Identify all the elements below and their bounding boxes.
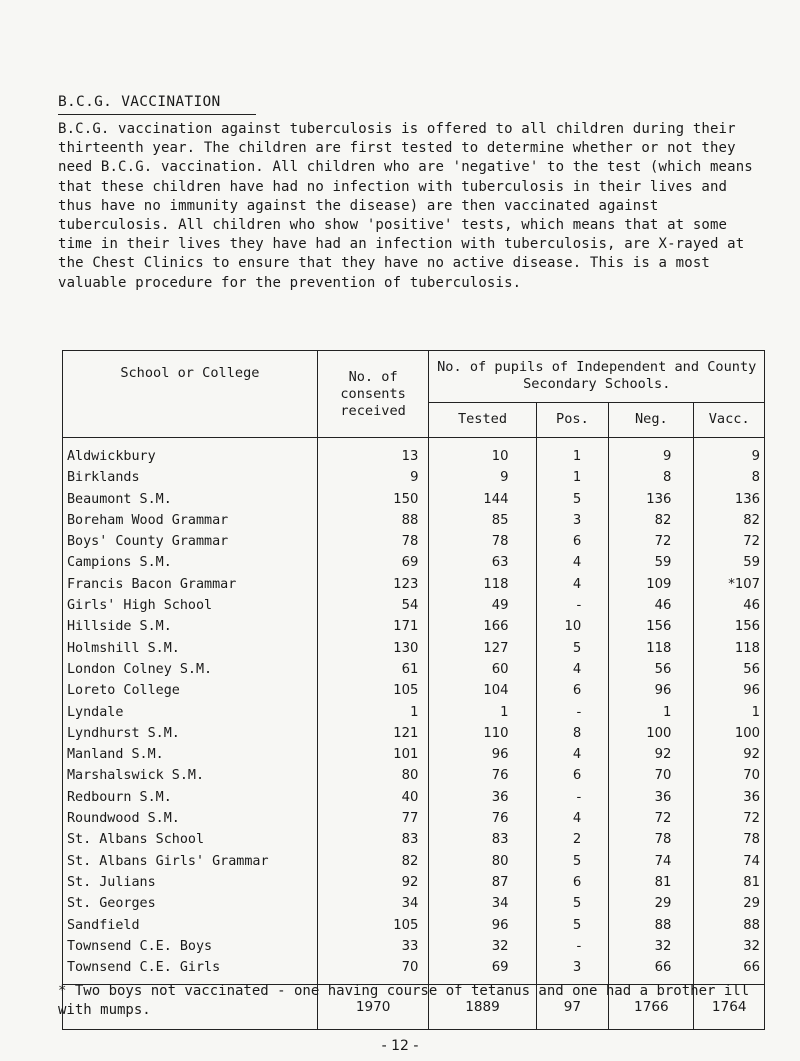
tested-count: 76 [429, 808, 536, 829]
total-tested: 1889 [429, 985, 536, 1030]
negative-count: 81 [609, 872, 694, 893]
total-pos: 97 [536, 985, 609, 1030]
positive-count: 5 [536, 638, 609, 659]
positive-count: 6 [536, 765, 609, 786]
positive-count: - [536, 595, 609, 616]
table-row [63, 595, 765, 616]
negative-count: 29 [609, 893, 694, 914]
negative-count: 66 [609, 957, 694, 985]
school-name: St. Georges [63, 893, 318, 914]
consents-count: 83 [317, 829, 429, 850]
table-row [63, 829, 765, 850]
tested-count: 10 [429, 438, 536, 468]
vaccinated-count: 156 [694, 616, 765, 637]
school-name: Manland S.M. [63, 744, 318, 765]
table-row [63, 765, 765, 786]
vaccinated-count: 96 [694, 680, 765, 701]
table-row [63, 723, 765, 744]
negative-count: 72 [609, 808, 694, 829]
tested-count: 60 [429, 659, 536, 680]
school-name: St. Albans Girls' Grammar [63, 851, 318, 872]
table-row [63, 531, 765, 552]
negative-count: 72 [609, 531, 694, 552]
school-name: St. Albans School [63, 829, 318, 850]
consents-count: 105 [317, 915, 429, 936]
consents-count: 105 [317, 680, 429, 701]
consents-count: 88 [317, 510, 429, 531]
tested-count: 78 [429, 531, 536, 552]
positive-count: 4 [536, 808, 609, 829]
vaccinated-count: 74 [694, 851, 765, 872]
tested-count: 166 [429, 616, 536, 637]
table-row [63, 510, 765, 531]
table-row [63, 744, 765, 765]
positive-count: 1 [536, 467, 609, 488]
tested-count: 96 [429, 744, 536, 765]
header-pos: Pos. [536, 402, 609, 437]
school-name: Beaumont S.M. [63, 489, 318, 510]
consents-count: 80 [317, 765, 429, 786]
table-row [63, 915, 765, 936]
intro-text: B.C.G. vaccination against tuberculosis is offered to all children during their thirteenth year. The children are first tested to determine whether or not they need B.C.G. vaccination. All children who are 'negative' to the test (which means that these children have had no infection with tuberculosis in their lives and thus have no immunity against the disease) are then vaccinated against tuberculosis. All children who show 'positive' tests, which means that at some time in their lives they have had an infection with tuberculosis, are X-rayed at the Chest Clinics to ensure that they have no active disease. This is a most valuable procedure for the prevention of tuberculosis. [58, 121, 753, 291]
tested-count: 1 [429, 702, 536, 723]
table-row [63, 893, 765, 914]
positive-count: 8 [536, 723, 609, 744]
school-name: London Colney S.M. [63, 659, 318, 680]
negative-count: 78 [609, 829, 694, 850]
table-row [63, 851, 765, 872]
table-row [63, 467, 765, 488]
header-school: School or College [63, 351, 318, 438]
vaccinated-count: 78 [694, 829, 765, 850]
school-name: Boys' County Grammar [63, 531, 318, 552]
negative-count: 88 [609, 915, 694, 936]
school-name: Lyndhurst S.M. [63, 723, 318, 744]
consents-count: 1 [317, 702, 429, 723]
school-name: Hillside S.M. [63, 616, 318, 637]
school-name: Lyndale [63, 702, 318, 723]
consents-count: 69 [317, 552, 429, 573]
table-row [63, 638, 765, 659]
school-name: Aldwickbury [63, 438, 318, 468]
header-tested: Tested [429, 402, 536, 437]
tested-count: 76 [429, 765, 536, 786]
positive-count: 10 [536, 616, 609, 637]
tested-count: 80 [429, 851, 536, 872]
consents-count: 61 [317, 659, 429, 680]
positive-count: 6 [536, 680, 609, 701]
school-name: Roundwood S.M. [63, 808, 318, 829]
negative-count: 56 [609, 659, 694, 680]
total-neg: 1766 [609, 985, 694, 1030]
consents-count: 92 [317, 872, 429, 893]
table-row [63, 574, 765, 595]
vaccinated-count: 32 [694, 936, 765, 957]
consents-count: 54 [317, 595, 429, 616]
school-name: Holmshill S.M. [63, 638, 318, 659]
consents-count: 82 [317, 851, 429, 872]
negative-count: 118 [609, 638, 694, 659]
positive-count: 2 [536, 829, 609, 850]
school-name: Girls' High School [63, 595, 318, 616]
vaccinated-count: 1 [694, 702, 765, 723]
positive-count: 1 [536, 438, 609, 468]
table-row [63, 702, 765, 723]
positive-count: 4 [536, 552, 609, 573]
table-row [63, 787, 765, 808]
negative-count: 8 [609, 467, 694, 488]
table-row [63, 936, 765, 957]
table-row [63, 552, 765, 573]
positive-count: 6 [536, 531, 609, 552]
tested-count: 144 [429, 489, 536, 510]
vaccination-table [62, 350, 765, 1030]
total-consents: 1970 [317, 985, 429, 1030]
negative-count: 32 [609, 936, 694, 957]
vaccinated-count: 9 [694, 438, 765, 468]
vaccinated-count: *107 [694, 574, 765, 595]
table-row [63, 872, 765, 893]
tested-count: 34 [429, 893, 536, 914]
table-row [63, 659, 765, 680]
total-vacc: 1764 [694, 985, 765, 1030]
header-neg: Neg. [609, 402, 694, 437]
consents-count: 101 [317, 744, 429, 765]
positive-count: 4 [536, 744, 609, 765]
negative-count: 100 [609, 723, 694, 744]
vaccinated-count: 100 [694, 723, 765, 744]
header-consents: No. of consents received [317, 351, 429, 438]
positive-count: 5 [536, 851, 609, 872]
consents-count: 33 [317, 936, 429, 957]
intro-paragraph [58, 120, 770, 293]
table-row [63, 680, 765, 701]
tested-count: 69 [429, 957, 536, 985]
section-heading: B.C.G. VACCINATION [58, 94, 221, 110]
school-name: Boreham Wood Grammar [63, 510, 318, 531]
negative-count: 74 [609, 851, 694, 872]
school-name: Francis Bacon Grammar [63, 574, 318, 595]
positive-count: 5 [536, 489, 609, 510]
tested-count: 87 [429, 872, 536, 893]
footnote [58, 982, 770, 1020]
tested-count: 63 [429, 552, 536, 573]
vaccinated-count: 46 [694, 595, 765, 616]
vaccinated-count: 82 [694, 510, 765, 531]
vaccinated-count: 56 [694, 659, 765, 680]
vaccinated-count: 72 [694, 531, 765, 552]
negative-count: 46 [609, 595, 694, 616]
negative-count: 59 [609, 552, 694, 573]
consents-count: 77 [317, 808, 429, 829]
tested-count: 104 [429, 680, 536, 701]
vaccinated-count: 88 [694, 915, 765, 936]
table-body [63, 438, 765, 985]
tested-count: 9 [429, 467, 536, 488]
school-name: Loreto College [63, 680, 318, 701]
negative-count: 70 [609, 765, 694, 786]
negative-count: 96 [609, 680, 694, 701]
positive-count: 6 [536, 872, 609, 893]
negative-count: 136 [609, 489, 694, 510]
header-vacc: Vacc. [694, 402, 765, 437]
school-name: Townsend C.E. Girls [63, 957, 318, 985]
vaccinated-count: 66 [694, 957, 765, 985]
consents-count: 9 [317, 467, 429, 488]
consents-count: 171 [317, 616, 429, 637]
school-name: Campions S.M. [63, 552, 318, 573]
school-name: Townsend C.E. Boys [63, 936, 318, 957]
positive-count: 3 [536, 510, 609, 531]
tested-count: 85 [429, 510, 536, 531]
consents-count: 123 [317, 574, 429, 595]
vaccinated-count: 59 [694, 552, 765, 573]
consents-count: 40 [317, 787, 429, 808]
vaccinated-count: 136 [694, 489, 765, 510]
vaccinated-count: 118 [694, 638, 765, 659]
heading-underline [58, 114, 256, 115]
tested-count: 36 [429, 787, 536, 808]
negative-count: 92 [609, 744, 694, 765]
table-row [63, 957, 765, 985]
header-pupils-group: No. of pupils of Independent and County Secondary Schools. [429, 351, 765, 403]
table-row [63, 438, 765, 468]
tested-count: 96 [429, 915, 536, 936]
vaccinated-count: 70 [694, 765, 765, 786]
table-row [63, 489, 765, 510]
consents-count: 150 [317, 489, 429, 510]
consents-count: 121 [317, 723, 429, 744]
table-row [63, 616, 765, 637]
vaccinated-count: 29 [694, 893, 765, 914]
positive-count: 3 [536, 957, 609, 985]
school-name: Redbourn S.M. [63, 787, 318, 808]
positive-count: 4 [536, 574, 609, 595]
vaccinated-count: 92 [694, 744, 765, 765]
school-name: Marshalswick S.M. [63, 765, 318, 786]
negative-count: 156 [609, 616, 694, 637]
negative-count: 1 [609, 702, 694, 723]
school-name: Birklands [63, 467, 318, 488]
tested-count: 49 [429, 595, 536, 616]
negative-count: 36 [609, 787, 694, 808]
consents-count: 78 [317, 531, 429, 552]
consents-count: 34 [317, 893, 429, 914]
footnote-text: * Two boys not vaccinated - one having course of tetanus and one had a brother ill with mumps. [58, 983, 750, 1018]
tested-count: 110 [429, 723, 536, 744]
tested-count: 127 [429, 638, 536, 659]
vaccinated-count: 81 [694, 872, 765, 893]
positive-count: 5 [536, 915, 609, 936]
positive-count: 4 [536, 659, 609, 680]
page-number: - 12 - [381, 1038, 419, 1054]
school-name: Sandfield [63, 915, 318, 936]
consents-count: 130 [317, 638, 429, 659]
vaccinated-count: 72 [694, 808, 765, 829]
consents-count: 13 [317, 438, 429, 468]
tested-count: 83 [429, 829, 536, 850]
negative-count: 82 [609, 510, 694, 531]
tested-count: 118 [429, 574, 536, 595]
vaccinated-count: 8 [694, 467, 765, 488]
positive-count: - [536, 787, 609, 808]
positive-count: 5 [536, 893, 609, 914]
consents-count: 70 [317, 957, 429, 985]
school-name: St. Julians [63, 872, 318, 893]
vaccinated-count: 36 [694, 787, 765, 808]
table-row [63, 808, 765, 829]
negative-count: 109 [609, 574, 694, 595]
positive-count: - [536, 702, 609, 723]
positive-count: - [536, 936, 609, 957]
negative-count: 9 [609, 438, 694, 468]
tested-count: 32 [429, 936, 536, 957]
